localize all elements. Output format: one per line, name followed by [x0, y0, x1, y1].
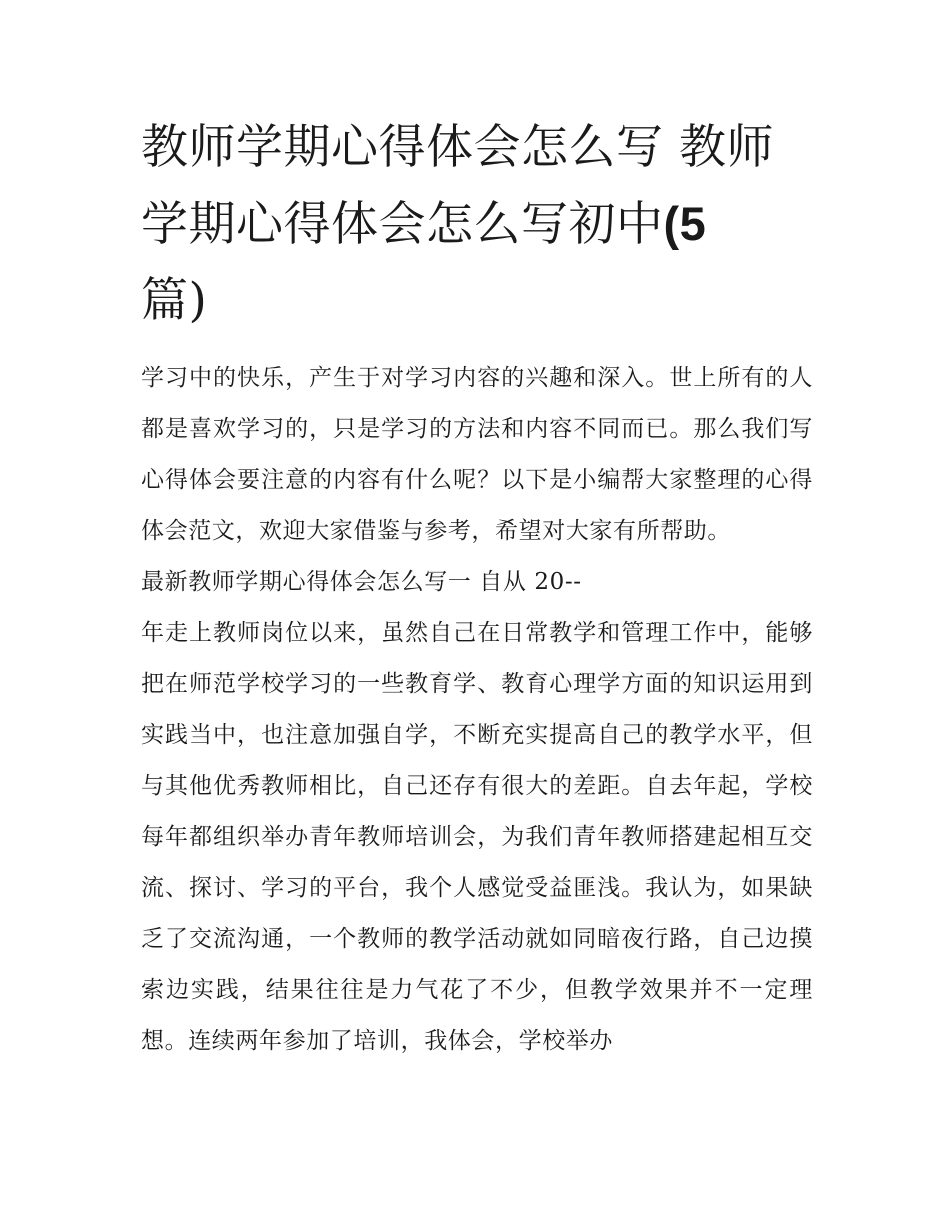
document-title: [141, 110, 813, 339]
body-paragraph: 年走上教师岗位以来，虽然自己在日常教学和管理工作中，能够把在师范学校学习的一些教育学、教育心理学方面的知识运用到实践当中，也注意加强自学，不断充实提高自己的教学水平，但与其他优秀教师相比，自己还存有很大的差距。自去年起，学校每年都组织举办青年教师培训会，为我们青年教师搭建起相互交流、探讨、学习的平台，我个人感觉受益匪浅。我认为，如果缺乏了交流沟通，一个教师的教学活动就如同暗夜行路，自己边摸索边实践，结果往往是力气花了不少，但教学效果并不一定理想。连续两年参加了培训，我体会，学校举办: [141, 620, 813, 1054]
title-text: 教师学期心得体会怎么写 教师学期心得体会怎么写初中: [141, 120, 774, 252]
title-count: (5: [663, 197, 707, 250]
intro-paragraph: 学习中的快乐，产生于对学习内容的兴趣和深入。世上所有的人都是喜欢学习的，只是学习的方法和内容不同而已。那么我们写心得体会要注意的内容有什么呢？以下是小编帮大家整理的心得体会范文，欢迎大家借鉴与参考，希望对大家有所帮助。: [141, 365, 813, 544]
title-suffix: 篇): [141, 273, 208, 328]
document-page: [141, 110, 813, 1067]
section-heading: 最新教师学期心得体会怎么写一 自从 20--: [141, 569, 582, 595]
